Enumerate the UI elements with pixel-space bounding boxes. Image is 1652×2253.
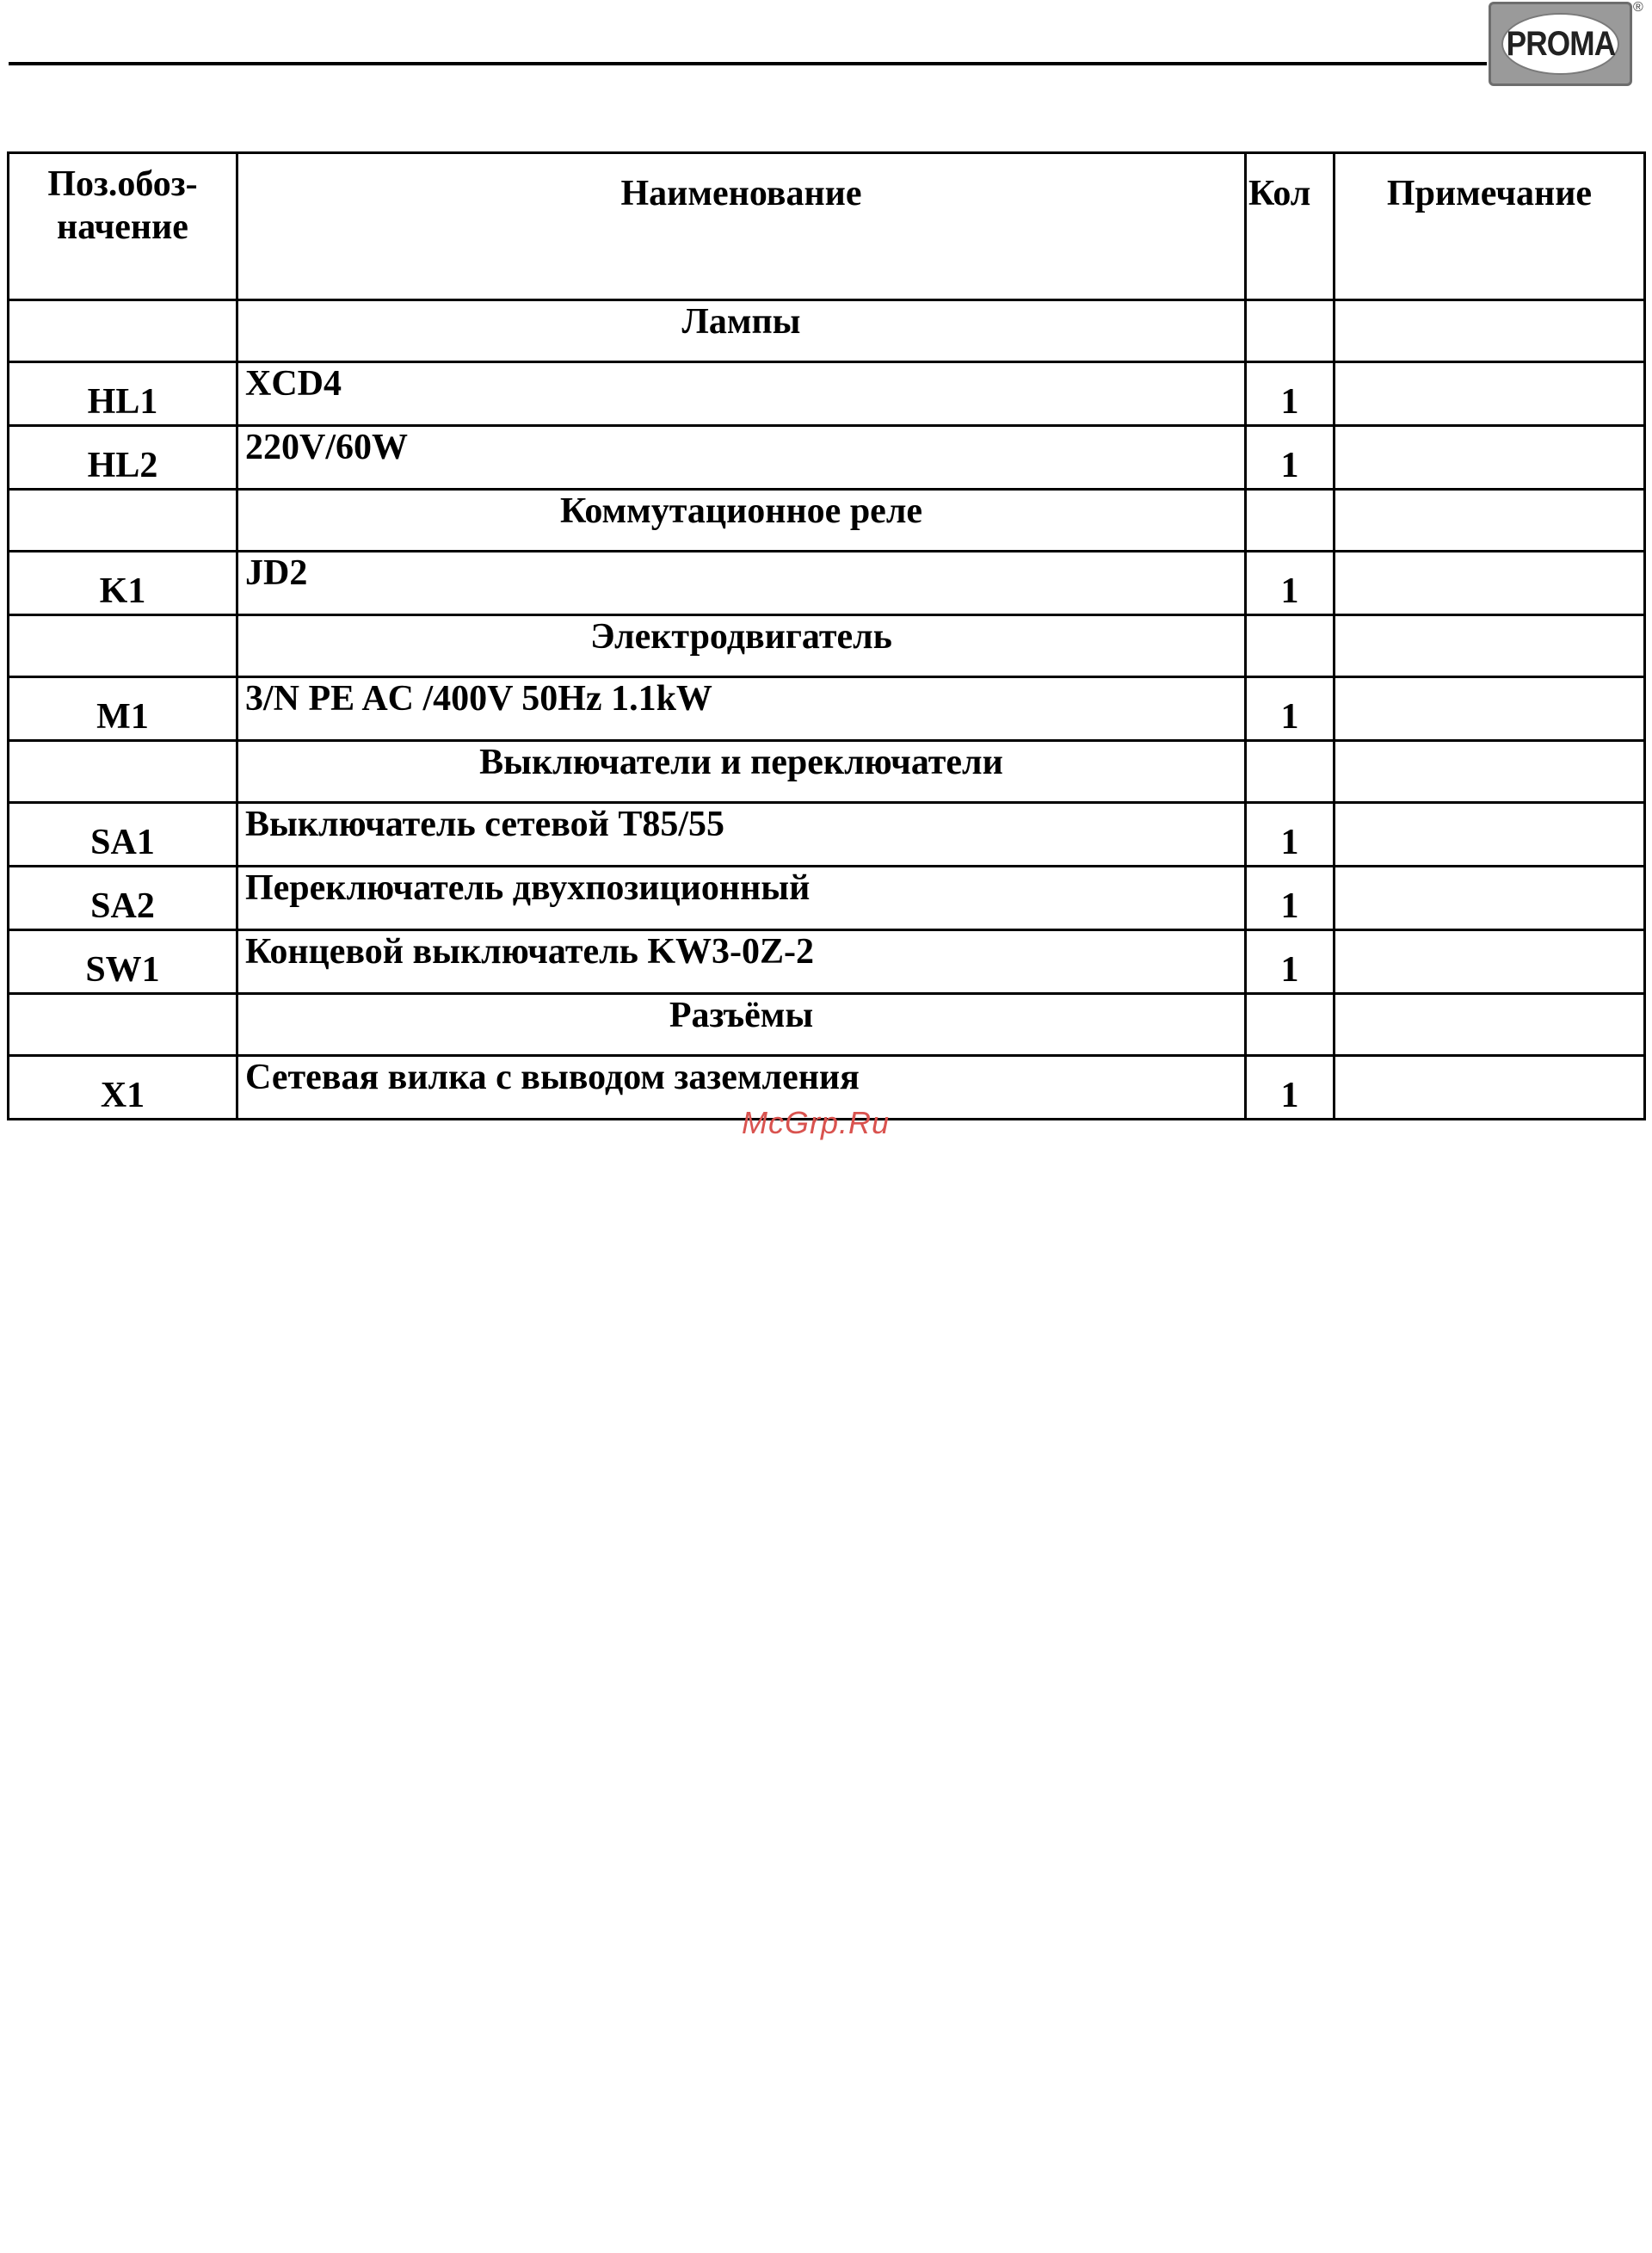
quantity-cell: 1: [1246, 362, 1335, 426]
note-cell: [1335, 741, 1645, 803]
name-cell: JD2: [237, 552, 1246, 615]
position-cell: HL2: [9, 426, 237, 490]
table-header-row: [9, 153, 1645, 300]
note-cell: [1335, 677, 1645, 741]
quantity-cell: [1246, 615, 1335, 677]
quantity-cell: 1: [1246, 930, 1335, 994]
position-cell: M1: [9, 677, 237, 741]
note-cell: [1335, 552, 1645, 615]
section-row: [9, 615, 1645, 677]
header-note: Примечание: [1335, 153, 1645, 300]
header-rule: [9, 62, 1487, 65]
quantity-cell: [1246, 300, 1335, 362]
section-title: Лампы: [237, 300, 1246, 362]
note-cell: [1335, 867, 1645, 930]
position-cell: HL1: [9, 362, 237, 426]
brand-logo-text: PROMA: [1506, 24, 1615, 63]
note-cell: [1335, 362, 1645, 426]
position-cell: [9, 741, 237, 803]
section-row: [9, 300, 1645, 362]
quantity-cell: 1: [1246, 552, 1335, 615]
note-cell: [1335, 994, 1645, 1056]
section-title: Разъёмы: [237, 994, 1246, 1056]
quantity-cell: [1246, 741, 1335, 803]
note-cell: [1335, 490, 1645, 552]
section-row: [9, 741, 1645, 803]
table-body: [9, 300, 1645, 1120]
name-cell: Сетевая вилка с выводом заземления: [237, 1056, 1246, 1120]
section-title: Электродвигатель: [237, 615, 1246, 677]
table-row: [9, 426, 1645, 490]
note-cell: [1335, 615, 1645, 677]
note-cell: [1335, 426, 1645, 490]
position-cell: [9, 994, 237, 1056]
position-cell: SA1: [9, 803, 237, 867]
header-quantity: Кол: [1246, 153, 1335, 300]
quantity-cell: [1246, 994, 1335, 1056]
name-cell: Концевой выключатель KW3-0Z-2: [237, 930, 1246, 994]
position-cell: [9, 490, 237, 552]
table-row: [9, 677, 1645, 741]
header-name: Наименование: [237, 153, 1246, 300]
section-title: Коммутационное реле: [237, 490, 1246, 552]
name-cell: Переключатель двухпозиционный: [237, 867, 1246, 930]
brand-logo-badge: [1501, 13, 1619, 75]
table-row: [9, 803, 1645, 867]
name-cell: Выключатель сетевой Т85/55: [237, 803, 1246, 867]
position-cell: SW1: [9, 930, 237, 994]
table-row: [9, 930, 1645, 994]
quantity-cell: 1: [1246, 426, 1335, 490]
quantity-cell: 1: [1246, 1056, 1335, 1120]
table-row: [9, 552, 1645, 615]
note-cell: [1335, 300, 1645, 362]
brand-logo: [1489, 2, 1632, 86]
quantity-cell: 1: [1246, 803, 1335, 867]
position-cell: X1: [9, 1056, 237, 1120]
position-cell: K1: [9, 552, 237, 615]
position-cell: [9, 300, 237, 362]
section-row: [9, 490, 1645, 552]
note-cell: [1335, 803, 1645, 867]
name-cell: 3/N PE AC /400V 50Hz 1.1kW: [237, 677, 1246, 741]
position-cell: SA2: [9, 867, 237, 930]
watermark: McGrp.Ru: [742, 1105, 891, 1140]
table-row: [9, 362, 1645, 426]
quantity-cell: 1: [1246, 677, 1335, 741]
name-cell: XCD4: [237, 362, 1246, 426]
name-cell: 220V/60W: [237, 426, 1246, 490]
note-cell: [1335, 1056, 1645, 1120]
header-position-label: Поз.обоз- начение: [47, 164, 198, 248]
quantity-cell: 1: [1246, 867, 1335, 930]
components-table: [7, 151, 1646, 1120]
section-row: [9, 994, 1645, 1056]
note-cell: [1335, 930, 1645, 994]
position-cell: [9, 615, 237, 677]
registered-mark: ®: [1633, 0, 1643, 15]
table-row: [9, 867, 1645, 930]
quantity-cell: [1246, 490, 1335, 552]
header-position: [9, 153, 237, 300]
section-title: Выключатели и переключатели: [237, 741, 1246, 803]
